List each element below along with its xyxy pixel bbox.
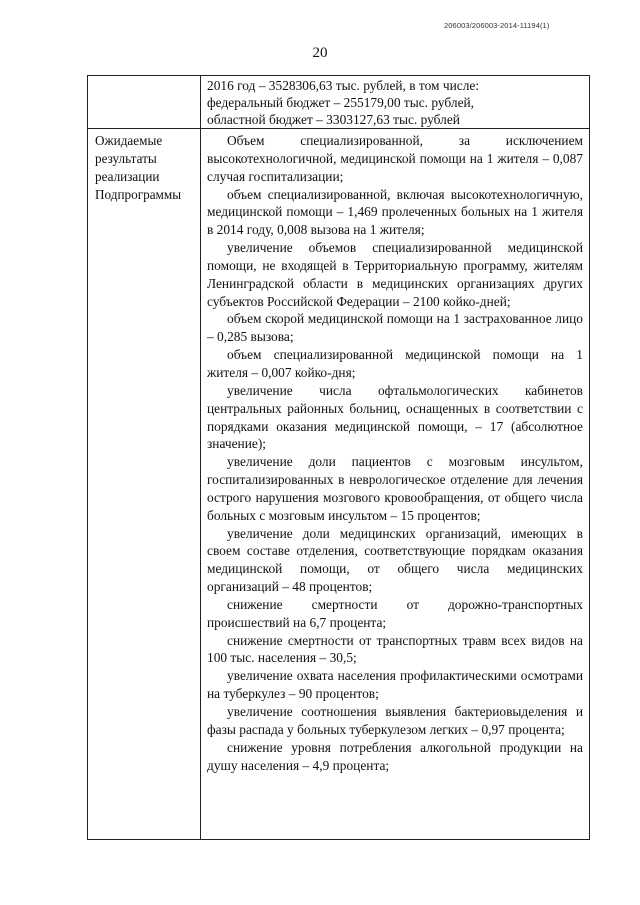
- result-item: увеличение соотношения выявления бактериовыделения и фазы распада у больных туберкулезом легких – 0,97 процента;: [207, 704, 583, 737]
- result-item: увеличение объемов специализированной медицинской помощи, не входящей в Территориальную программу, жителям Ленинградской области в медицинских организациях других субъектов Российской Федерации – 2100 койко-дней;: [207, 240, 583, 309]
- result-item: увеличение доли медицинских организаций, имеющих в своем составе отделения, соответствующие порядкам оказания медицинской помощи, от общего числа медицинских организаций – 48 процентов;: [207, 525, 583, 595]
- result-item: объем скорой медицинской помощи на 1 застрахованное лицо – 0,285 вызова;: [207, 311, 583, 345]
- row-label-line: результаты: [95, 151, 157, 166]
- result-item: снижение уровня потребления алкогольной продукции на душу населения – 4,9 процента;: [207, 739, 583, 773]
- page-number: 20: [312, 45, 328, 61]
- row-label-expected-results: [95, 132, 199, 204]
- result-item: увеличение охвата населения профилактическими осмотрами на туберкулез – 90 процентов;: [207, 668, 583, 702]
- results-table: [87, 75, 590, 840]
- row-label-line: Ожидаемые: [95, 133, 163, 148]
- result-item: Объем специализированной, за исключением высокотехнологичной, медицинской помощи на 1 жителя – 0,087 случая госпитализации;: [207, 133, 583, 184]
- funding-line: областной бюджет – 3303127,63 тыс. рублей: [207, 112, 460, 128]
- column-divider: [200, 76, 201, 839]
- result-item: объем специализированной медицинской помощи на 1 жителя – 0,007 койко-дня;: [207, 347, 583, 380]
- result-item: снижение смертности от дорожно-транспортных происшествий на 6,7 процента;: [207, 596, 583, 630]
- row-label-line: реализации: [95, 169, 160, 184]
- result-item: увеличение числа офтальмологических кабинетов центральных районных больниц, оснащенных в соответствии с порядками оказания медицинской помощи, – 17 (абсолютное значение);: [207, 382, 583, 452]
- funding-continuation: [207, 77, 587, 129]
- row-label-line: Подпрограммы: [95, 187, 182, 202]
- result-item: снижение смертности от транспортных травм всех видов на 100 тыс. населения – 30,5;: [207, 632, 583, 666]
- document-id: 206003/206003-2014-11194(1): [444, 21, 550, 30]
- result-item: увеличение доли пациентов с мозговым инсультом, госпитализированных в неврологическое отделение для лечения острого нарушения мозгового кровообращения, от общего числа больных с мозговым инсультом – 15 процентов;: [207, 454, 583, 523]
- funding-line: федеральный бюджет – 255179,00 тыс. рублей,: [207, 95, 475, 111]
- result-item: объем специализированной, включая высокотехнологичную, медицинской помощи – 1,469 пролеченных больных на 1 жителя в 2014 году, 0,008 вызова на 1 жителя;: [207, 186, 583, 238]
- funding-line: 2016 год – 3528306,63 тыс. рублей, в том числе:: [207, 78, 480, 93]
- expected-results-list: [207, 132, 583, 774]
